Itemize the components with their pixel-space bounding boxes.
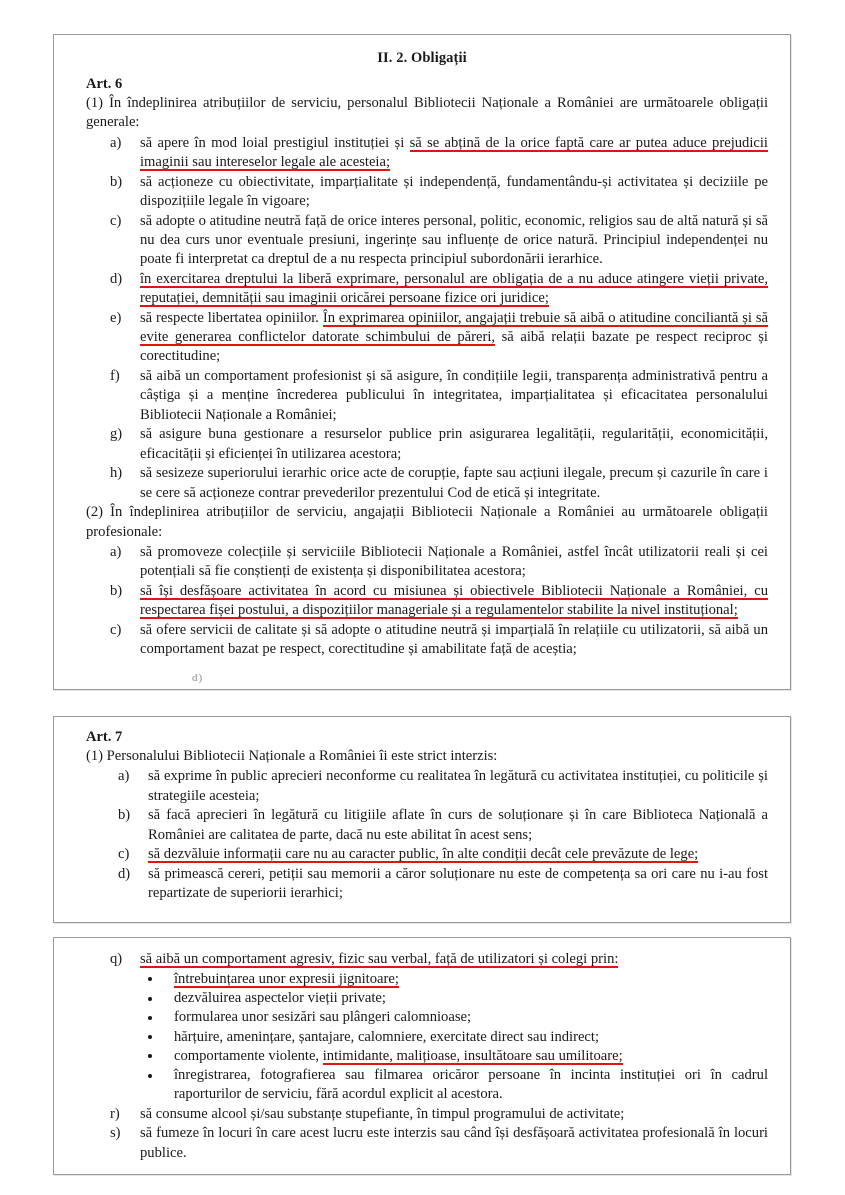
- list-item-text-highlighted: să se abțină de la orice faptă care ar putea aduce prejudicii imaginii sau intereselor legale ale acesteia;: [140, 134, 768, 170]
- list-item-text-plain: să facă aprecieri în legătură cu litigiile aflate în curs de soluționare și în care Biblioteca Națională a României are calitatea de parte, dacă nu este abilitat în acest sens;: [148, 807, 768, 843]
- cut-off-text-artifact: d): [192, 672, 204, 684]
- bullet-icon: [148, 1074, 152, 1078]
- document-panel-art7: [53, 716, 791, 923]
- list-item-text-highlighted: În exprimarea opiniilor, angajații trebuie să aibă o atitudine conciliantă și să evite generarea conflictelor datorate schimbului de păreri,: [140, 309, 768, 345]
- paragraph-1-intro: (1) În îndeplinirea atribuțiilor de serviciu, personalul Bibliotecii Naționale a României are următoarele obligații generale:: [86, 95, 768, 131]
- document-panel-prohibitions-continued: [53, 937, 791, 1175]
- list-item: [86, 270, 768, 309]
- list-item-marker: d): [110, 270, 123, 287]
- list-item: [86, 173, 768, 212]
- bullet-icon: [148, 997, 152, 1001]
- list-item: [86, 1105, 768, 1124]
- aggressive-behaviour-bullets: [76, 970, 768, 1105]
- bullet-text-plain: formularea unor sesizări sau plângeri calomnioase;: [174, 1009, 472, 1026]
- list-item-text-highlighted: să aibă un comportament agresiv, fizic sau verbal, față de utilizatori și colegi prin:: [140, 951, 619, 967]
- list-item-marker: c): [118, 846, 130, 863]
- list-item-text-plain: să respecte libertatea opiniilor.: [140, 309, 323, 326]
- prohibitions-continued-list: [76, 950, 768, 969]
- list-item-text-plain: să adopte o atitudine neutră față de orice interes personal, politic, economic, religios sau de altă natură și să nu dea curs unor eventuale presiuni, ingerințe sau influențe de orice natură. Principiul independenței nu poate fi interpretat ca dreptul de a nu respecta principiul subordonării ierarhice.: [140, 212, 768, 267]
- art7-paragraph-1-intro: (1) Personalului Bibliotecii Naționale a României îi este strict interzis:: [86, 748, 498, 764]
- list-item-marker: c): [110, 212, 122, 229]
- list-item: [86, 950, 768, 969]
- list-item-text-highlighted: în exercitarea dreptului la liberă exprimare, personalul are obligația de a nu aduce atingere vieții private, reputației, demnității sau imaginii oricărei persoane fizice ori juridice;: [140, 270, 768, 306]
- prohibitions-rs-list: [76, 1105, 768, 1163]
- bullet-icon: [148, 1054, 152, 1058]
- list-item-marker: c): [110, 621, 122, 638]
- article-label-art6: Art. 6: [86, 76, 123, 92]
- list-item-marker: d): [118, 866, 131, 882]
- page-title: II. 2. Obligații: [377, 50, 467, 66]
- list-item: [86, 309, 768, 367]
- list-item-marker: a): [110, 543, 122, 560]
- list-item: [140, 1047, 768, 1066]
- list-item: [86, 582, 768, 621]
- bullet-text-plain: hărțuire, amenințare, șantajare, calomniere, exercitate direct sau indirect;: [174, 1028, 600, 1045]
- bullet-text-plain: dezvăluirea aspectelor vieții private;: [174, 990, 386, 1006]
- list-item: [86, 845, 768, 864]
- list-item-text-plain: să primească cereri, petiții sau memorii a căror soluționare nu este de competența sa ori care nu i-au fost repartizate de superiorii ierarhici;: [148, 866, 768, 902]
- list-item: [86, 212, 768, 270]
- list-item: [86, 134, 768, 173]
- bullet-icon: [148, 1016, 152, 1020]
- list-item-text-plain: să promoveze colecțiile și serviciile Bibliotecii Naționale a României, astfel încât utilizatorii reali și cei potențiali să fie conștienți de existența și disponibilitatea acestora;: [140, 543, 768, 579]
- list-item-text-plain: să aibă un comportament profesionist și să asigure, în condițiile legii, transparența administrativă pentru a câștiga și a menține încrederea publicului în integritatea, imparțialitatea și eficacitatea personalului Bibliotecii Naționale a României;: [140, 368, 768, 423]
- bullet-text-plain: comportamente violente,: [174, 1047, 323, 1064]
- list-item: [140, 1008, 768, 1027]
- obligations-general-list: [76, 134, 768, 503]
- list-item: [86, 367, 768, 425]
- list-item-marker: a): [118, 768, 130, 785]
- list-item: [86, 464, 768, 503]
- list-item-marker: f): [110, 368, 120, 384]
- list-item-marker: g): [110, 426, 123, 443]
- list-item-text-highlighted: să dezvăluie informații care nu au caracter public, în alte condiții decât cele prevăzute de lege;: [148, 846, 699, 863]
- list-item-text-plain: să ofere servicii de calitate și să adopte o atitudine neutră și imparțială în relațiile cu utilizatorii, să aibă un comportament bazat pe respect, corectitudine și amabilitate față de aceștia;: [140, 621, 768, 657]
- list-item-marker: r): [110, 1105, 120, 1122]
- article-label-art7: Art. 7: [86, 729, 123, 745]
- list-item: [86, 425, 768, 464]
- list-item-marker: e): [110, 309, 122, 326]
- bullet-icon: [148, 1035, 152, 1039]
- prohibitions-list: [76, 767, 768, 903]
- obligations-professional-list: [76, 543, 768, 660]
- list-item: [86, 621, 768, 660]
- list-item-marker: h): [110, 465, 123, 482]
- document-panel-art6: [53, 34, 791, 690]
- list-item-text-plain: să apere în mod loial prestigiul instituției și: [140, 134, 410, 151]
- bullet-text-highlighted: intimidante, malițioase, insultătoare sau umilitoare;: [322, 1047, 623, 1064]
- list-item-text-highlighted: să își desfășoare activitatea în acord cu misiunea și obiectivele Bibliotecii Naționale a României, cu respectarea fișei postului, a dispozițiilor manageriale și a regulamentelor stabilite la nivel instituțional;: [140, 582, 768, 618]
- list-item-text-tail: să aibă relații bazate pe respect reciproc și corectitudine;: [140, 329, 768, 365]
- paragraph-2-intro: (2) În îndeplinirea atribuțiilor de serviciu, angajații Bibliotecii Naționale a României au următoarele obligații profesionale:: [86, 504, 768, 540]
- list-item-marker: s): [110, 1125, 121, 1142]
- list-item: [86, 865, 768, 904]
- bullet-text-plain: înregistrarea, fotografierea sau filmarea oricăror persoane în incinta instituției ori în cadrul raporturilor de serviciu, fără acordul explicit al acestora.: [174, 1067, 768, 1103]
- bullet-text-highlighted: întrebuințarea unor expresii jignitoare;: [174, 970, 399, 987]
- list-item-marker: b): [110, 173, 123, 190]
- list-item-text-plain: să fumeze în locuri în care acest lucru este interzis sau când își desfășoară activitatea profesională în locuri publice.: [140, 1125, 768, 1161]
- list-item-marker: b): [110, 582, 123, 599]
- list-item-marker: q): [110, 951, 123, 967]
- list-item-text-plain: să sesizeze superiorului ierarhic orice acte de corupție, fapte sau acțiuni ilegale, precum și cazurile în care i se cere să acționeze contrar prevederilor prezentului Cod de etică și integritate.: [140, 465, 768, 501]
- list-item-text-plain: să asigure buna gestionare a resurselor publice prin asigurarea legalității, regularității, economicității, eficacității și eficienței în utilizarea acestora;: [140, 426, 768, 462]
- list-item: [86, 543, 768, 582]
- list-item: [86, 1124, 768, 1163]
- list-item: [140, 989, 768, 1008]
- list-item: [86, 767, 768, 806]
- list-item: [140, 1066, 768, 1105]
- list-item-marker: b): [118, 807, 131, 824]
- list-item-text-plain: să consume alcool și/sau substanțe stupefiante, în timpul programului de activitate;: [140, 1105, 625, 1122]
- bullet-icon: [148, 977, 152, 981]
- list-item: [86, 806, 768, 845]
- list-item-text-plain: să acționeze cu obiectivitate, imparțialitate și independență, fundamentându-și activitatea și deciziile pe dispozițiile legale în vigoare;: [140, 173, 768, 209]
- list-item: [140, 1028, 768, 1047]
- list-item-marker: a): [110, 134, 122, 151]
- list-item: [140, 970, 768, 989]
- list-item-text-plain: să exprime în public aprecieri neconforme cu realitatea în legătură cu activitatea instituției, cu politicile și strategiile acesteia;: [148, 768, 768, 804]
